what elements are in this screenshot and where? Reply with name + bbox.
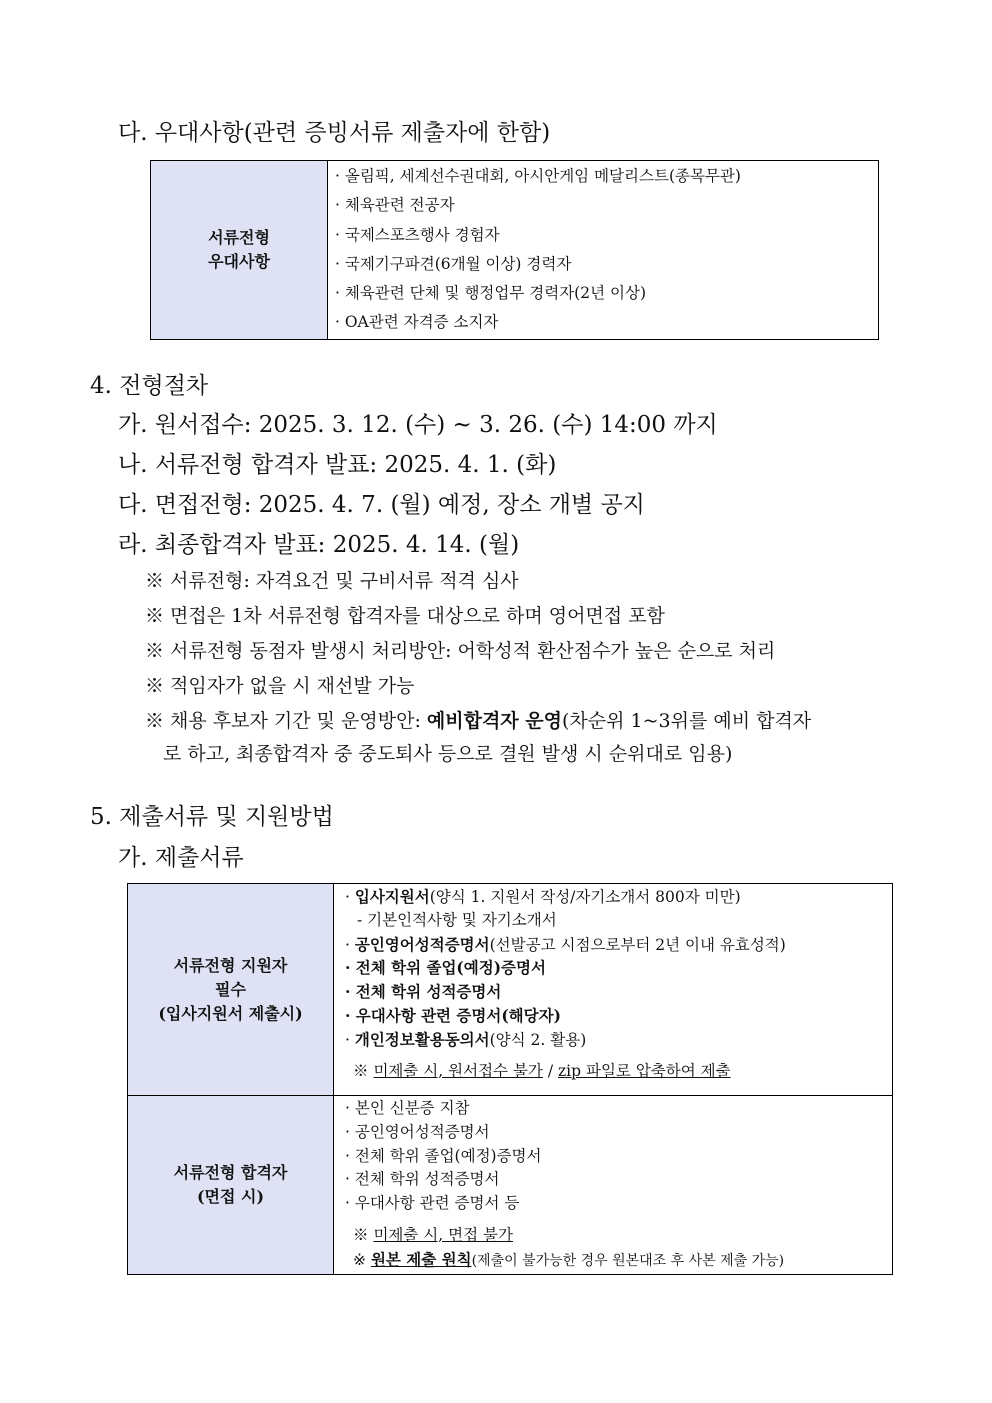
procedure-note: ※ 서류전형 동점자 발생시 처리방안: 어학성적 환산점수가 높은 순으로 처리 — [145, 640, 776, 662]
applicant-doc: · 공인영어성적증명서(선발공고 시점으로부터 2년 이내 유효성적) — [345, 934, 786, 954]
section5-title: 5. 제출서류 및 지원방법 — [90, 804, 334, 830]
passer-label-line2: (면접 시) — [196, 1187, 265, 1206]
preference-table — [150, 160, 879, 340]
applicant-doc-rest: (양식 1. 지원서 작성/자기소개서 800자 미만) — [429, 888, 741, 906]
applicant-label-line2: 필수 — [215, 979, 246, 999]
applicant-label-line1: 서류전형 지원자 — [173, 955, 288, 975]
passer-note-underlined: 미제출 시, 면접 불가 — [373, 1225, 513, 1244]
applicant-doc-rest: (양식 2. 활용) — [489, 1030, 587, 1049]
applicant-doc: · 우대사항 관련 증명서(해당자) — [345, 1005, 561, 1025]
passer-note-rest: (제출이 불가능한 경우 원본대조 후 사본 제출 가능) — [471, 1252, 785, 1269]
passer-doc: · 우대사항 관련 증명서 등 — [345, 1194, 520, 1213]
note-mark: ※ — [353, 1225, 369, 1244]
procedure-note: ※ 서류전형: 자격요건 및 구비서류 적격 심사 — [145, 570, 519, 592]
applicant-label-line3: (입사지원서 제출시) — [158, 1003, 303, 1023]
applicant-doc-bold: 전체 학위 졸업(예정)증명서 — [355, 958, 546, 978]
section5-subtitle: 가. 제출서류 — [118, 845, 244, 871]
note-mark: ※ — [353, 1250, 366, 1269]
applicant-doc: · 개인정보활용동의서(양식 2. 활용) — [345, 1029, 587, 1049]
applicant-doc-bold: 전체 학위 성적증명서 — [355, 982, 502, 1002]
schedule-item: 라. 최종합격자 발표: 2025. 4. 14. (월) — [118, 532, 520, 558]
applicant-doc: · 전체 학위 졸업(예정)증명서 — [345, 958, 546, 978]
applicant-doc: · 전체 학위 성적증명서 — [345, 982, 502, 1002]
applicant-note-separator: / — [547, 1061, 554, 1080]
preference-label-line1: 서류전형 — [208, 228, 270, 247]
preference-label-cell — [151, 161, 328, 340]
procedure-note: ※ 적임자가 없을 시 재선발 가능 — [145, 675, 415, 697]
schedule-item: 나. 서류전형 합격자 발표: 2025. 4. 1. (화) — [118, 452, 557, 478]
procedure-note: ※ 면접은 1차 서류전형 합격자를 대상으로 하며 영어면접 포함 — [145, 605, 665, 627]
preference-label-line2: 우대사항 — [208, 252, 270, 271]
reserve-note-prefix: ※ 채용 후보자 기간 및 운영방안: — [145, 710, 427, 732]
schedule-item: 가. 원서접수: 2025. 3. 12. (수) ~ 3. 26. (수) 14:00 까지 — [118, 412, 718, 438]
passer-doc: · 본인 신분증 지참 — [345, 1099, 470, 1117]
section4-title: 4. 전형절차 — [90, 373, 209, 399]
applicant-note — [335, 1060, 891, 1084]
preference-item: · 체육관련 전공자 — [335, 196, 455, 215]
applicant-doc-rest: (선발공고 시점으로부터 2년 이내 유효성적) — [489, 935, 786, 954]
passer-note-bold: 원본 제출 원칙 — [370, 1249, 472, 1269]
applicant-doc-sub: - 기본인적사항 및 자기소개서 — [357, 910, 557, 929]
applicant-doc-bold: 입사지원서 — [354, 887, 430, 906]
applicant-doc-bold: 우대사항 관련 증명서(해당자) — [355, 1005, 561, 1025]
passer-label-line1: 서류전형 합격자 — [173, 1163, 288, 1182]
applicant-note-underlined: zip 파일로 압축하여 제출 — [558, 1061, 731, 1080]
passer-docs-cell — [334, 1096, 893, 1275]
passer-note — [335, 1224, 891, 1248]
required-docs-table — [127, 883, 893, 1275]
applicant-docs-cell — [334, 884, 893, 1096]
passer-label-cell — [128, 1096, 334, 1275]
passer-doc: · 공인영어성적증명서 — [345, 1122, 490, 1141]
preference-item: · OA관련 자격증 소지자 — [335, 313, 499, 332]
reserve-note — [145, 706, 811, 733]
note-mark: ※ — [353, 1061, 369, 1080]
reserve-note-suffix: (차순위 1~3위를 예비 합격자 — [561, 710, 812, 732]
preference-item: · 올림픽, 세계선수권대회, 아시안게임 메달리스트(종목무관) — [335, 167, 741, 185]
applicant-label-cell — [128, 884, 334, 1096]
passer-note — [335, 1248, 891, 1272]
applicant-doc-bold: 개인정보활용동의서 — [354, 1029, 490, 1049]
passer-doc: · 전체 학위 성적증명서 — [345, 1170, 500, 1189]
reserve-note-bold: 예비합격자 운영 — [426, 710, 562, 732]
applicant-note-underlined: 미제출 시, 원서접수 불가 — [373, 1061, 543, 1080]
preference-item: · 국제스포츠행사 경험자 — [335, 225, 500, 244]
schedule-item: 다. 면접전형: 2025. 4. 7. (월) 예정, 장소 개별 공지 — [118, 492, 645, 518]
passer-doc: · 전체 학위 졸업(예정)증명서 — [345, 1146, 542, 1165]
reserve-note-continuation: 로 하고, 최종합격자 중 중도퇴사 등으로 결원 발생 시 순위대로 임용) — [163, 743, 733, 765]
applicant-doc: · 입사지원서(양식 1. 지원서 작성/자기소개서 800자 미만) — [345, 887, 741, 906]
preference-items-cell — [328, 161, 879, 340]
preference-item: · 국제기구파견(6개월 이상) 경력자 — [335, 254, 572, 273]
applicant-doc-bold: 공인영어성적증명서 — [354, 934, 490, 954]
section-da-title: 다. 우대사항(관련 증빙서류 제출자에 한함) — [118, 120, 551, 146]
preference-item: · 체육관련 단체 및 행정업무 경력자(2년 이상) — [335, 284, 646, 303]
